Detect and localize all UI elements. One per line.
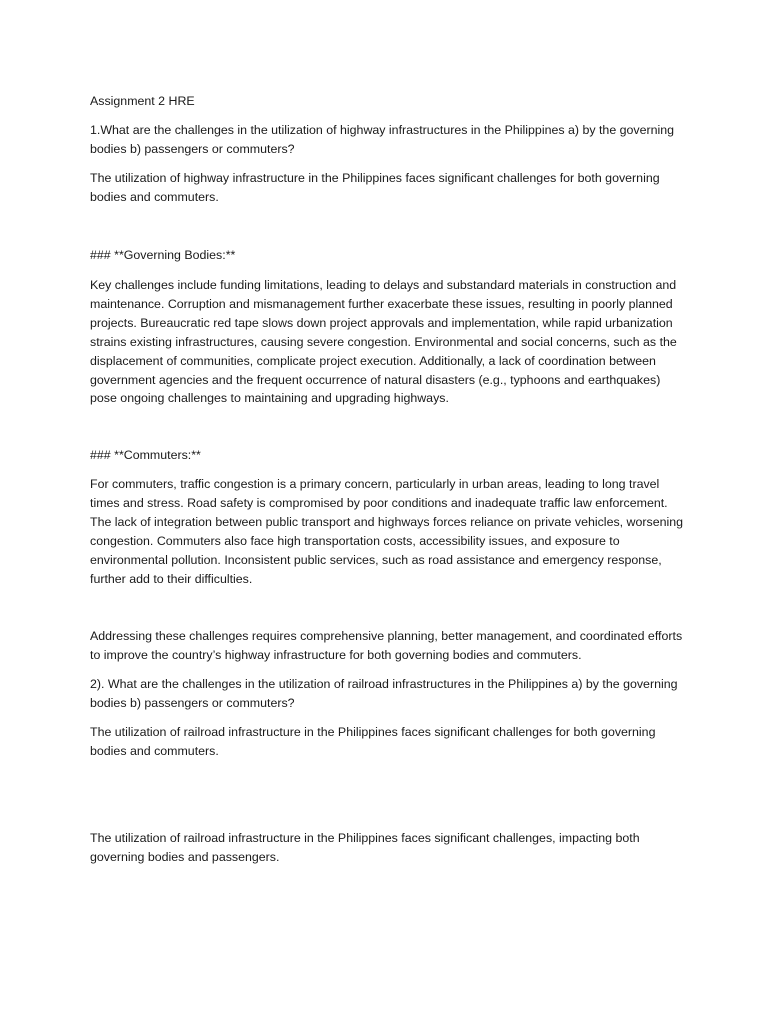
question-2-intro-repeat: The utilization of railroad infrastructure in the Philippines faces significant challenges, impacting both governing bodies and passengers. (90, 831, 640, 864)
governing-bodies-paragraph: Key challenges include funding limitations, leading to delays and substandard materials in construction and maintenance. Corruption and mismanagement further exacerbate these issues, resulting in poorly planned projects. Bureaucratic red tape slows down project approvals and implementation, while rapid urbanization strains existing infrastructures, causing severe congestion. Environmental and social concerns, such as the displacement of communities, complicate project execution. Additionally, a lack of coordination between government agencies and the frequent occurrence of natural disasters (e.g., typhoons and earthquakes) pose ongoing challenges to maintaining and upgrading highways. (90, 278, 677, 406)
question-1-intro: The utilization of highway infrastructure in the Philippines faces significant challenges for both governing bodies and commuters. (90, 171, 660, 204)
commuters-paragraph: For commuters, traffic congestion is a primary concern, particularly in urban areas, leading to long travel times and stress. Road safety is compromised by poor conditions and inadequate traffic law enforcement. The lack of integration between public transport and highways forces reliance on private vehicles, worsening congestion. Commuters also face high transportation costs, accessibility issues, and exposure to environmental pollution. Inconsistent public services, such as road assistance and emergency response, further add to their difficulties. (90, 477, 684, 586)
document-title: Assignment 2 HRE (90, 94, 195, 108)
question-2: 2). What are the challenges in the utilization of railroad infrastructures in the Philippines a) by the governing bodies b) passengers or commuters? (90, 677, 678, 710)
question-2-intro: The utilization of railroad infrastructure in the Philippines faces significant challenges for both governing bodies and commuters. (90, 725, 656, 758)
commuters-heading: ### **Commuters:** (90, 448, 201, 462)
question-1-conclusion: Addressing these challenges requires comprehensive planning, better management, and coordinated efforts to improve the country’s highway infrastructure for both governing bodies and commuters. (90, 629, 683, 662)
governing-bodies-heading: ### **Governing Bodies:** (90, 248, 236, 262)
question-1: 1.What are the challenges in the utilization of highway infrastructures in the Philippines a) by the governing bodies b) passengers or commuters? (90, 123, 675, 156)
